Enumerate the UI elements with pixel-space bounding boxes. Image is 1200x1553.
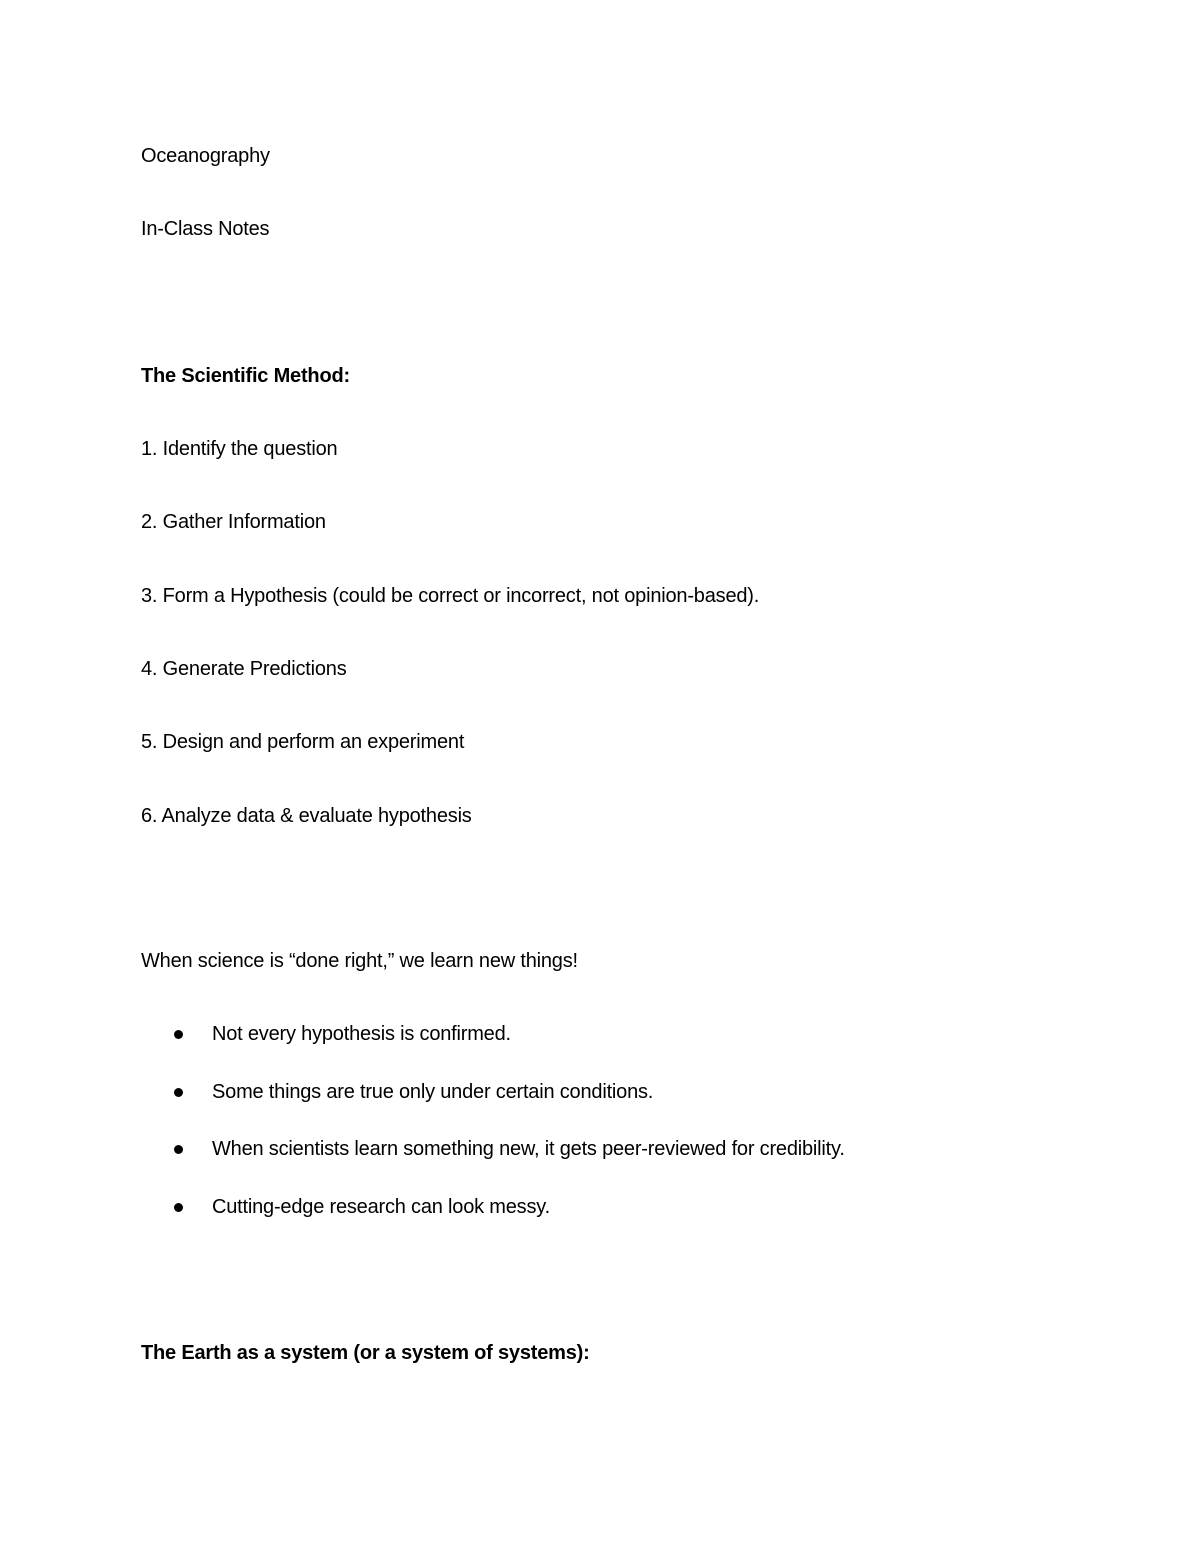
bullet-text: When scientists learn something new, it gets peer-reviewed for credibility. (212, 1138, 845, 1160)
science-done-right-intro: When science is “done right,” we learn new things! (141, 950, 578, 972)
earth-system-heading: The Earth as a system (or a system of systems): (141, 1342, 590, 1364)
bullet-text: Not every hypothesis is confirmed. (212, 1023, 511, 1045)
bullet-text: Some things are true only under certain conditions. (212, 1081, 654, 1103)
method-step: 5. Design and perform an experiment (141, 731, 465, 753)
scientific-method-heading: The Scientific Method: (141, 365, 350, 387)
bullet-icon (174, 1030, 183, 1039)
notes-subtitle: In-Class Notes (141, 218, 270, 240)
method-step: 2. Gather Information (141, 511, 326, 533)
bullet-icon (174, 1145, 183, 1154)
method-step: 3. Form a Hypothesis (could be correct or incorrect, not opinion-based). (141, 585, 760, 607)
method-step: 1. Identify the question (141, 438, 338, 460)
bullet-text: Cutting-edge research can look messy. (212, 1196, 550, 1218)
bullet-icon (174, 1088, 183, 1097)
course-title: Oceanography (141, 145, 270, 167)
method-step: 4. Generate Predictions (141, 658, 347, 680)
method-step: 6. Analyze data & evaluate hypothesis (141, 805, 472, 827)
bullet-icon (174, 1203, 183, 1212)
